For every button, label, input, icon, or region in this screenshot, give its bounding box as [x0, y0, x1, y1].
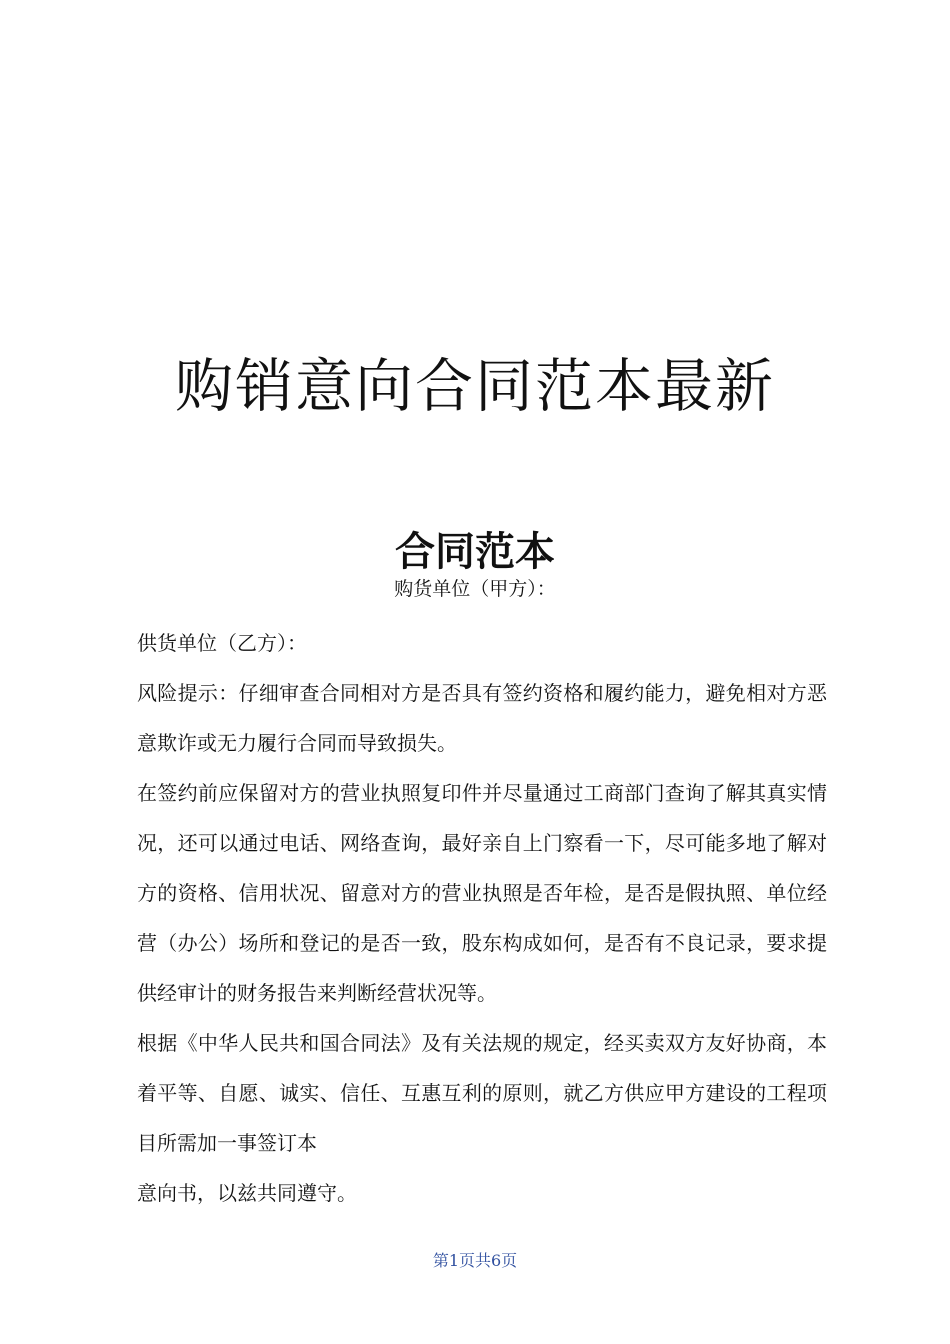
document-title: 购销意向合同范本最新 [174, 352, 775, 420]
document-body [137, 618, 827, 1218]
risk-notice-paragraph: 风险提示：仔细审查合同相对方是否具有签约资格和履约能力，避免相对方恶意欺诈或无力履行合同而导致损失。 [137, 681, 827, 755]
closing-paragraph: 意向书，以兹共同遵守。 [137, 1181, 357, 1205]
buyer-party-line: 购货单位（甲方）： [394, 578, 556, 600]
supplier-party-line: 供货单位（乙方）： [137, 631, 307, 655]
page-number-footer: 第1页共6页 [432, 1251, 518, 1270]
verification-paragraph: 在签约前应保留对方的营业执照复印件并尽量通过工商部门查询了解其真实情况，还可以通过电话、网络查询，最好亲自上门察看一下，尽可能多地了解对方的资格、信用状况、留意对方的营业执照是否年检，是否是假执照、单位经营（办公）场所和登记的是否一致，股东构成如何，是否有不良记录，要求提供经审计的财务报告来判断经营状况等。 [137, 781, 827, 1005]
document-subtitle: 合同范本 [395, 528, 555, 575]
legal-basis-paragraph: 根据《中华人民共和国合同法》及有关法规的规定，经买卖双方友好协商，本着平等、自愿、诚实、信任、互惠互利的原则，就乙方供应甲方建设的工程项目所需加一事签订本 [137, 1031, 827, 1155]
